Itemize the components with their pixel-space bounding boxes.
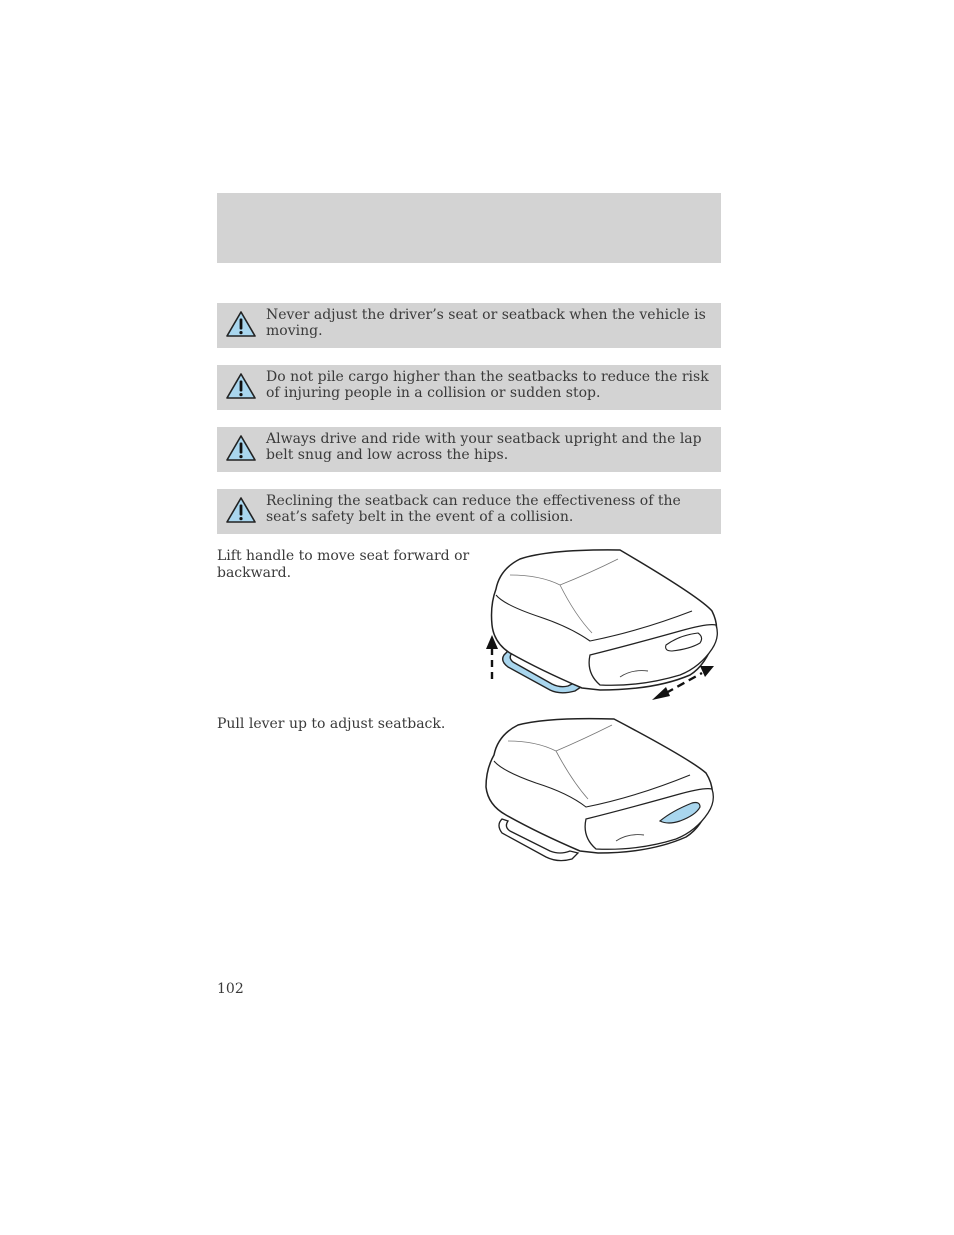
warning-text: Never adjust the driver’s seat or seatback when the vehicle is moving.	[266, 307, 706, 339]
warning-triangle-icon	[225, 434, 257, 462]
instruction-text: Pull lever up to adjust seatback.	[217, 716, 446, 732]
warning-box	[217, 427, 721, 472]
warning-text: Always drive and ride with your seatback upright and the lap belt snug and low across the hips.	[266, 431, 702, 463]
instruction-text: Lift handle to move seat forward or backward.	[217, 548, 470, 581]
warning-text: Reclining the seatback can reduce the effectiveness of the seat’s safety belt in the event of a collision.	[266, 493, 681, 525]
warning-triangle-icon	[225, 310, 257, 338]
section-header-band	[217, 193, 721, 263]
warning-triangle-icon	[225, 372, 257, 400]
warning-box	[217, 489, 721, 534]
warning-text: Do not pile cargo higher than the seatbacks to reduce the risk of injuring people in a collision or sudden stop.	[266, 369, 709, 401]
page-number: 102	[217, 981, 244, 997]
warning-triangle-icon	[225, 496, 257, 524]
seat-handle-illustration	[480, 545, 725, 705]
seatback-lever-illustration	[480, 715, 725, 870]
warning-box	[217, 303, 721, 348]
warning-box	[217, 365, 721, 410]
